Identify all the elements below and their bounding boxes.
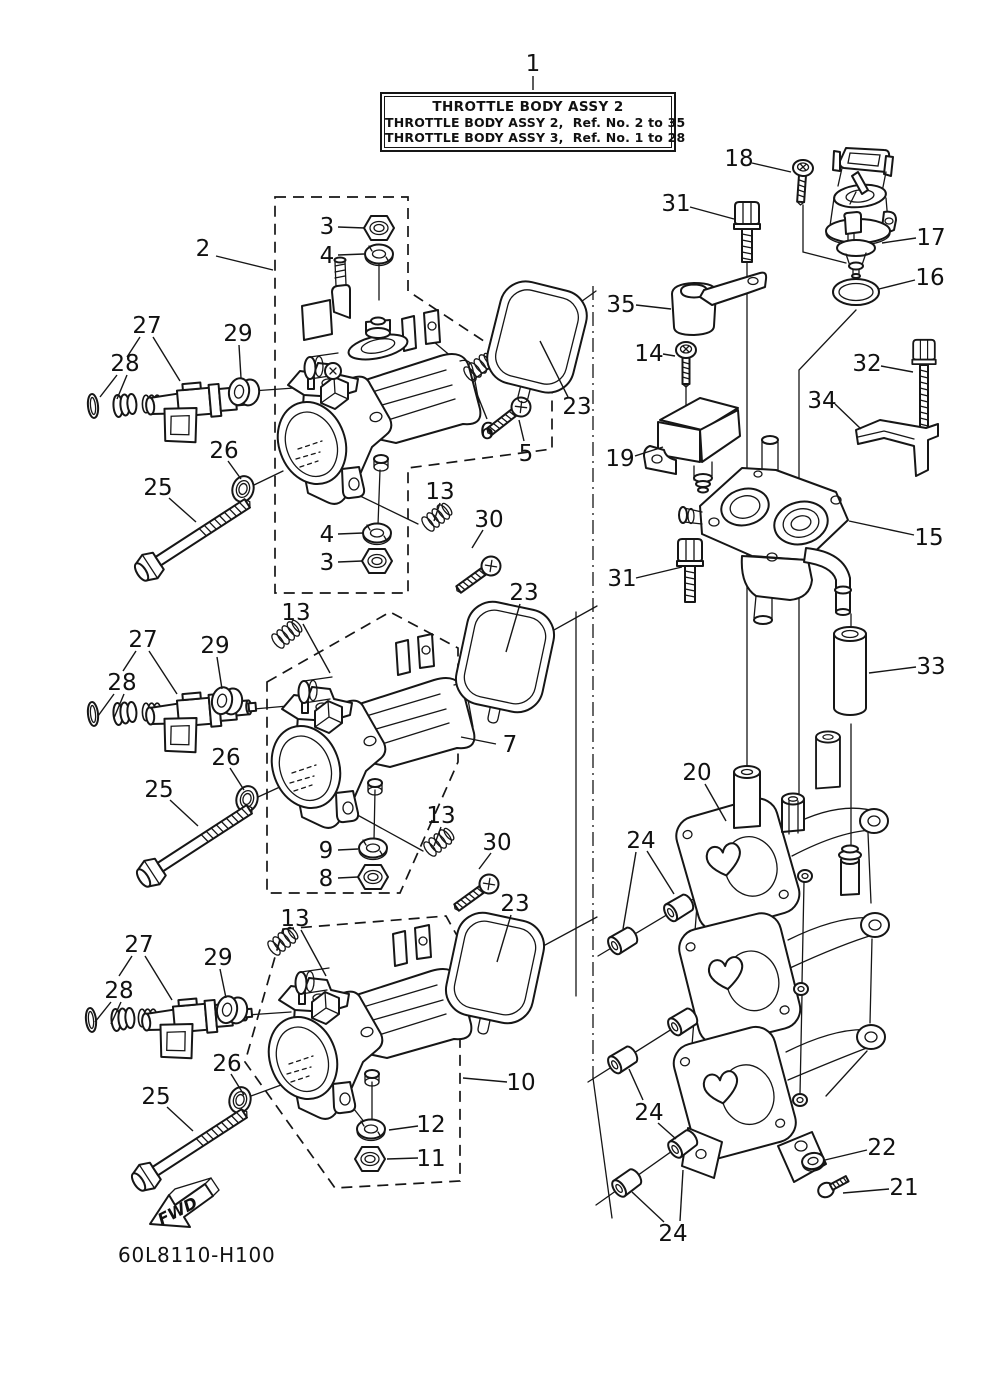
- part-callout-12-spring-washer: 12: [416, 1112, 446, 1138]
- leader-line-33: [869, 667, 916, 673]
- leader-line-4: [338, 533, 363, 534]
- part-callout-21-bolt: 21: [889, 1175, 919, 1201]
- isc-valve-drawing: [826, 148, 896, 278]
- leader-line-14: [663, 354, 675, 356]
- leader-line-5: [519, 420, 524, 441]
- leader-line-21: [843, 1189, 889, 1193]
- leader-line-4: [338, 254, 364, 255]
- part-callout-19-sensor: 19: [605, 446, 635, 472]
- bolt-31-mid-drawing: [677, 539, 703, 602]
- part-callout-26-washer: 26: [212, 1051, 242, 1077]
- part-callout-16-o-ring: 16: [915, 265, 945, 291]
- part-callout-4-spring-washer: 4: [319, 522, 335, 548]
- leader-line-35: [636, 305, 671, 309]
- bracket-34-drawing: [856, 420, 938, 476]
- screw-18-drawing: [790, 159, 813, 205]
- leader-line-24: [629, 1069, 643, 1100]
- leader-line-13: [301, 930, 326, 976]
- leader-line-15: [849, 521, 914, 535]
- part-callout-13-spring: 13: [425, 479, 455, 505]
- bolt-32-drawing: [912, 340, 935, 430]
- part-callout-22-washer: 22: [867, 1135, 897, 1161]
- leader-line-13: [303, 624, 330, 673]
- leader-line-31: [690, 207, 734, 219]
- part-callout-35-clamp: 35: [606, 292, 636, 318]
- leader-line-26: [230, 768, 244, 790]
- part-callout-2-throttle-body-assy-dashed-box: 2: [195, 236, 211, 262]
- intake-manifold-drawing: [669, 731, 889, 1182]
- leader-line-27: [119, 956, 132, 976]
- leader-line-34: [835, 404, 861, 429]
- part-callout-31-hex-bolt: 31: [661, 191, 691, 217]
- throttle-body-1-top-parts: [302, 258, 410, 380]
- leader-line-27: [153, 337, 180, 381]
- housing-15-drawing: [679, 436, 851, 624]
- part-callout-13-spring: 13: [280, 906, 310, 932]
- part-callout-7-throttle-body-assy-dashed-box: 7: [502, 732, 518, 758]
- leader-line-12: [389, 1126, 418, 1130]
- part-callout-23-gasket: 23: [562, 394, 592, 420]
- part-callout-30-screw: 30: [474, 507, 504, 533]
- title-line-3: THROTTLE BODY ASSY 3, Ref. No. 1 to 28: [385, 130, 686, 145]
- leader-line-29: [239, 345, 241, 378]
- part-callout-8-nut: 8: [318, 866, 334, 892]
- part-callout-34-bracket: 34: [807, 388, 837, 414]
- leader-line-24: [623, 852, 636, 929]
- part-callout-10-throttle-body-assy-dashed-box: 10: [506, 1070, 536, 1096]
- part-callout-6-spring: 6: [479, 419, 495, 445]
- part-callout-15-water-passage-housing: 15: [914, 525, 944, 551]
- part-callout-3-nut: 3: [319, 214, 335, 240]
- part-callout-5-screw: 5: [518, 441, 534, 467]
- leader-line-3: [338, 561, 362, 562]
- throttle-body-2-drawing: [261, 634, 475, 828]
- part-callout-13-spring: 13: [281, 600, 311, 626]
- leader-line-24: [632, 1192, 664, 1222]
- part-callout-29-bushing-ring: 29: [223, 321, 253, 347]
- leader-line-32: [881, 366, 913, 372]
- leader-line-3: [338, 227, 365, 228]
- part-callout-31-hex-bolt: 31: [607, 566, 637, 592]
- sensor-19-drawing: [644, 398, 740, 493]
- title-box-inner: [384, 96, 686, 148]
- part-callout-3-nut: 3: [319, 550, 335, 576]
- leader-line-2: [216, 256, 273, 270]
- manifold-fitting: [839, 846, 861, 896]
- part-callout-23-gasket: 23: [500, 891, 530, 917]
- part-callout-26-washer: 26: [211, 745, 241, 771]
- tube-33-drawing: [834, 627, 866, 715]
- title-line-1: THROTTLE BODY ASSY 2: [432, 99, 624, 115]
- part-callout-27-fuel-injector: 27: [124, 932, 154, 958]
- part-callout-33-tube: 33: [916, 654, 946, 680]
- part-callout-28-o-ring: 28: [107, 670, 137, 696]
- part-callout-28-o-ring: 28: [104, 978, 134, 1004]
- fwd-label: FWD: [154, 1193, 201, 1230]
- part-callout-27-fuel-injector: 27: [132, 313, 162, 339]
- part-callout-1-assembly-title-box: 1: [525, 51, 541, 77]
- part-callout-24-collar: 24: [634, 1100, 664, 1126]
- fuel-injector-1-group: [87, 376, 261, 446]
- part-callout-14-screw: 14: [634, 341, 664, 367]
- part-callout-32-hex-bolt-long: 32: [852, 351, 882, 377]
- manifold-hex-boss: [782, 794, 804, 835]
- part-callout-24-collar: 24: [658, 1221, 688, 1247]
- leader-line-27: [123, 651, 136, 671]
- leader-line-16: [879, 280, 915, 289]
- title-line-2: THROTTLE BODY ASSY 2, Ref. No. 2 to 35: [385, 115, 686, 130]
- part-callout-29-bushing-ring: 29: [200, 633, 230, 659]
- leader-line-31: [636, 567, 682, 578]
- part-callout-25-hex-bolt-long: 25: [141, 1084, 171, 1110]
- leader-line-8: [338, 877, 358, 878]
- throttle-body-1-drawing: [267, 258, 481, 504]
- fwd-direction-arrow: [150, 1178, 219, 1229]
- leader-line-28: [98, 694, 114, 716]
- bolt-31-top-drawing: [734, 202, 760, 262]
- part-callout-11-nut: 11: [416, 1146, 446, 1172]
- leader-line-11: [387, 1158, 418, 1159]
- leader-line-25: [170, 800, 198, 826]
- o-ring-16-drawing: [833, 279, 879, 305]
- clamp-35-drawing: [672, 273, 766, 335]
- drawing-number: 60L8110-H100: [118, 1243, 276, 1267]
- bolt-21-drawing: [816, 1173, 851, 1200]
- part-callout-30-screw: 30: [482, 830, 512, 856]
- part-callout-4-spring-washer: 4: [319, 243, 335, 269]
- leader-line-25: [169, 498, 196, 522]
- part-callout-29-bushing-ring: 29: [203, 945, 233, 971]
- part-callout-25-hex-bolt-long: 25: [143, 475, 173, 501]
- part-callout-13-spring: 13: [426, 803, 456, 829]
- title-box: [380, 92, 686, 152]
- leader-line-22: [825, 1150, 867, 1160]
- leader-line-24: [680, 1170, 683, 1221]
- part-callout-25-hex-bolt-long: 25: [144, 777, 174, 803]
- part-callout-26-washer: 26: [209, 438, 239, 464]
- throttle-body-3-drawing: [258, 925, 472, 1119]
- leader-line-18: [752, 163, 791, 172]
- leader-line-28: [95, 1002, 111, 1022]
- part-callout-23-gasket: 23: [509, 580, 539, 606]
- leader-line-27: [149, 651, 177, 694]
- leader-line-28: [100, 375, 117, 397]
- part-callout-9-spring-washer: 9: [318, 838, 334, 864]
- leader-line-9: [338, 849, 358, 850]
- part-callout-24-collar: 24: [626, 828, 656, 854]
- part-callout-27-fuel-injector: 27: [128, 627, 158, 653]
- leader-line-27: [145, 956, 172, 1000]
- part-callout-17-idle-speed-control-valve: 17: [916, 225, 946, 251]
- leader-line-25: [167, 1107, 193, 1131]
- leader-line-24: [647, 851, 674, 894]
- part-callout-28-o-ring: 28: [110, 351, 140, 377]
- leader-line-29: [217, 657, 222, 689]
- part-callout-20-intake-manifold: 20: [682, 760, 712, 786]
- leader-line-29: [220, 969, 226, 998]
- leader-line-10: [463, 1078, 507, 1082]
- screw-14-drawing: [676, 342, 696, 387]
- part-callout-18-screw: 18: [724, 146, 754, 172]
